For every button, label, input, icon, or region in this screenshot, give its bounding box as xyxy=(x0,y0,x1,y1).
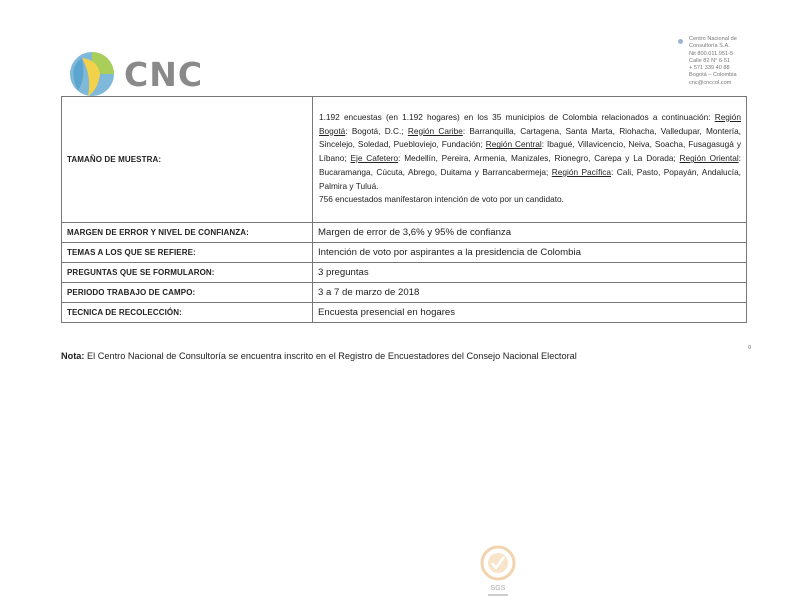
row-label: TAMAÑO DE MUESTRA: xyxy=(62,97,313,223)
region-name: Región Oriental xyxy=(679,153,739,164)
sample-description xyxy=(313,97,747,223)
contact-line: Nit 800.011.951-5 xyxy=(689,50,734,57)
region-cities: : Barranquilla, Cartagena, Santa Marta, Riohacha, Valledupar, Montería, Sincelejo, Soledad, Puebloviejo, Fundación; xyxy=(319,125,741,150)
footnote xyxy=(61,351,747,361)
row-label: MARGEN DE ERROR Y NIVEL DE CONFIANZA: xyxy=(62,223,313,243)
contact-line: Centro Nacional de xyxy=(689,36,737,42)
table-row-sample xyxy=(62,97,747,223)
region-name: Región Bogotá xyxy=(319,111,741,136)
region-cities: : Medellín, Pereira, Armenia, Manizales, Rionegro, Carepa y La Dorada; xyxy=(398,153,680,164)
table-row xyxy=(62,283,747,303)
technical-sheet-table xyxy=(61,96,747,323)
contact-line: + 571 339 40 88 xyxy=(689,65,730,72)
contact-block xyxy=(678,36,778,87)
row-value: 3 preguntas xyxy=(313,263,747,283)
region-name: Eje Cafetero xyxy=(350,153,399,164)
seal-text: SGS xyxy=(490,585,506,592)
table-row xyxy=(62,243,747,263)
region-name: Región Pacífica xyxy=(551,166,612,177)
contact-line: Bogotá – Colombia xyxy=(689,72,737,79)
sample-intro: 1.192 encuestas (en 1.192 hogares) en los 35 municipios de Colombia relacionados a continuación: xyxy=(319,111,711,122)
cnc-logo xyxy=(68,49,228,99)
sample-closing: 756 encuestados manifestaron intención de voto por un candidato. xyxy=(319,194,564,205)
footnote-text: El Centro Nacional de Consultoría se encuentra inscrito en el Registro de Encuestadores del Consejo Nacional Electoral xyxy=(84,351,577,361)
region-cities: : Bogotá, D.C.; xyxy=(345,125,408,136)
paragraph-mark: ¤ xyxy=(748,345,752,351)
contact-email: cnc@cnccol.com xyxy=(689,79,732,86)
region-name: Región Central xyxy=(485,139,542,150)
row-label: PREGUNTAS QUE SE FORMULARON: xyxy=(62,263,313,283)
region-name: Región Caribe xyxy=(407,125,463,136)
row-value: Margen de error de 3,6% y 95% de confianza xyxy=(313,223,747,243)
row-label: TECNICA DE RECOLECCIÓN: xyxy=(62,303,313,323)
row-value: Encuesta presencial en hogares xyxy=(313,303,747,323)
footnote-prefix: Nota: xyxy=(61,351,85,361)
table-row xyxy=(62,303,747,323)
certification-seal-icon xyxy=(476,543,520,601)
cnc-logo-text: CNC xyxy=(124,54,204,94)
region-cities: : Cali, Pasto, Popayán, Andalucía, Palmira y Tuluá. xyxy=(319,166,741,191)
table-row xyxy=(62,223,747,243)
contact-line: Calle 82 N° 6-51 xyxy=(689,57,731,64)
row-label: TEMAS A LOS QUE SE REFIERE: xyxy=(62,243,313,263)
table-row xyxy=(62,263,747,283)
row-value: Intención de voto por aspirantes a la presidencia de Colombia xyxy=(313,243,747,263)
region-cities: : Bucaramanga, Cúcuta, Abrego, Duitama y Barrancabermeja; xyxy=(319,153,741,177)
contact-line: Consultoría S.A. xyxy=(689,43,730,50)
row-value: 3 a 7 de marzo de 2018 xyxy=(313,283,747,303)
row-label: PERIODO TRABAJO DE CAMPO: xyxy=(62,283,313,303)
contact-bullet-icon xyxy=(678,39,683,44)
cnc-circle-logo-icon xyxy=(68,50,116,98)
region-cities: : Ibagué, Villavicencio, Neiva, Soacha, Fusagasugá y Líbano; xyxy=(319,139,741,164)
